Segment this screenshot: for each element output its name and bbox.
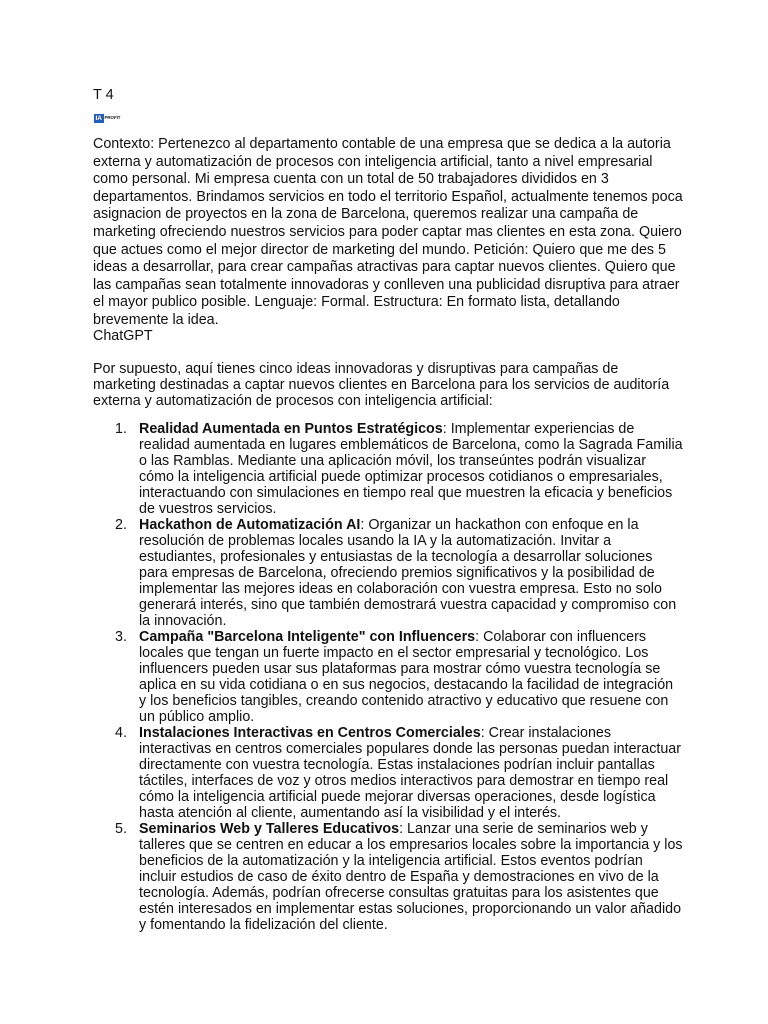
list-item-text: : Lanzar una serie de seminarios web y talleres que se centren en educar a los empresarios locales sobre la importancia y los beneficios de la automatización y la inteligencia artificial. Estos eventos podrían incluir estudios de caso de éxito dentro de España y demostraciones en vivo de la tecnología. Además, podrían ofrecerse consultas gratuitas para los asistentes que estén interesados en implementar estas soluciones, proporcionando un valor añadido y fomentando la fidelización del cliente. [139,821,683,933]
logo-text: PROFIT [104,114,121,120]
list-item-text: : Crear instalaciones interactivas en centros comerciales populares donde las personas puedan interactuar directamente con vuestra tecnología. Estas instalaciones podrían incluir pantallas táctiles, interfaces de voz y otros medios interactivos para demostrar en tiempo real cómo la inteligencia artificial puede mejorar diversas operaciones, desde logística hasta atención al cliente, aumentando así la visibilidad y el interés. [139,725,682,821]
list-item-number: 2. [115,517,127,533]
list-item [93,421,683,517]
list-item [93,821,683,933]
logo-badge: IA [95,114,102,122]
context-paragraph: Contexto: Pertenezco al departamento contable de una empresa que se dedica a la autoria externa y automatización de procesos con inteligencia artificial, tanto a nivel empresarial como personal. Mi empresa cuenta con un total de 50 trabajadores divididos en 3 departamentos. Brindamos servicios en todo el territorio Español, actualmente tenemos poca asignacion de proyectos en la zona de Barcelona, queremos realizar una campaña de marketing ofreciendo nuestros servicios para poder captar mas clientes en esta zona. Quiero que actues como el mejor director de marketing del mundo. Petición: Quiero que me des 5 ideas a desarrollar, para crear campañas atractivas para captar nuevos clientes. Quiero que las campañas sean totalmente innovadoras y conlleven una publicidad disruptiva para atraer el mayor publico posible. Lenguaje: Formal. Estructura: En formato lista, detallando brevemente la idea. [93,136,683,328]
list-item [93,517,683,629]
list-item-title: Realidad Aumentada en Puntos Estratégicos [139,421,443,437]
intro-paragraph: Por supuesto, aquí tienes cinco ideas innovadoras y disruptivas para campañas de marketing destinadas a captar nuevos clientes en Barcelona para los servicios de auditoría externa y automatización de procesos con inteligencia artificial: [93,361,670,409]
list-item-number: 1. [115,421,127,437]
list-item [93,629,683,725]
speaker-label: ChatGPT [93,328,153,344]
ideas-list [93,421,683,933]
list-item-title: Campaña "Barcelona Inteligente" con Influencers [139,629,476,645]
list-item-number: 3. [115,629,127,645]
list-item-title: Seminarios Web y Talleres Educativos [139,821,400,837]
document-heading: T 4 [93,87,114,103]
ia-profit-logo-icon [94,113,124,123]
list-item-number: 5. [115,821,127,837]
list-item-text: : Implementar experiencias de realidad aumentada en lugares emblemáticos de Barcelona, como la Sagrada Familia o las Ramblas. Mediante una aplicación móvil, los transeúntes podrán visualizar cómo la inteligencia artificial puede optimizar procesos cotidianos o empresariales, interactuando con simulaciones en tiempo real que muestren la eficacia y beneficios de vuestros servicios. [139,421,683,517]
list-item-title: Instalaciones Interactivas en Centros Comerciales [139,725,481,741]
list-item-text: : Organizar un hackathon con enfoque en la resolución de problemas locales usando la IA y la automatización. Invitar a estudiantes, profesionales y entusiastas de la tecnología a desarrollar soluciones para empresas de Barcelona, ofreciendo premios significativos y la posibilidad de implementar las mejores ideas en colaboración con vuestra empresa. Esto no solo generará interés, sino que también demostrará vuestra capacidad y compromiso con la innovación. [139,517,677,629]
list-item-text: : Colaborar con influencers locales que tengan un fuerte impacto en el sector empresarial y tecnológico. Los influencers pueden usar sus plataformas para mostrar cómo vuestra tecnología se aplica en su vida cotidiana o en sus negocios, destacando la facilidad de integración y los beneficios tangibles, creando contenido atractivo y educativo que resuene con un público amplio. [139,629,674,725]
list-item-number: 4. [115,725,127,741]
list-item-title: Hackathon de Automatización AI [139,517,361,533]
list-item [93,725,683,821]
